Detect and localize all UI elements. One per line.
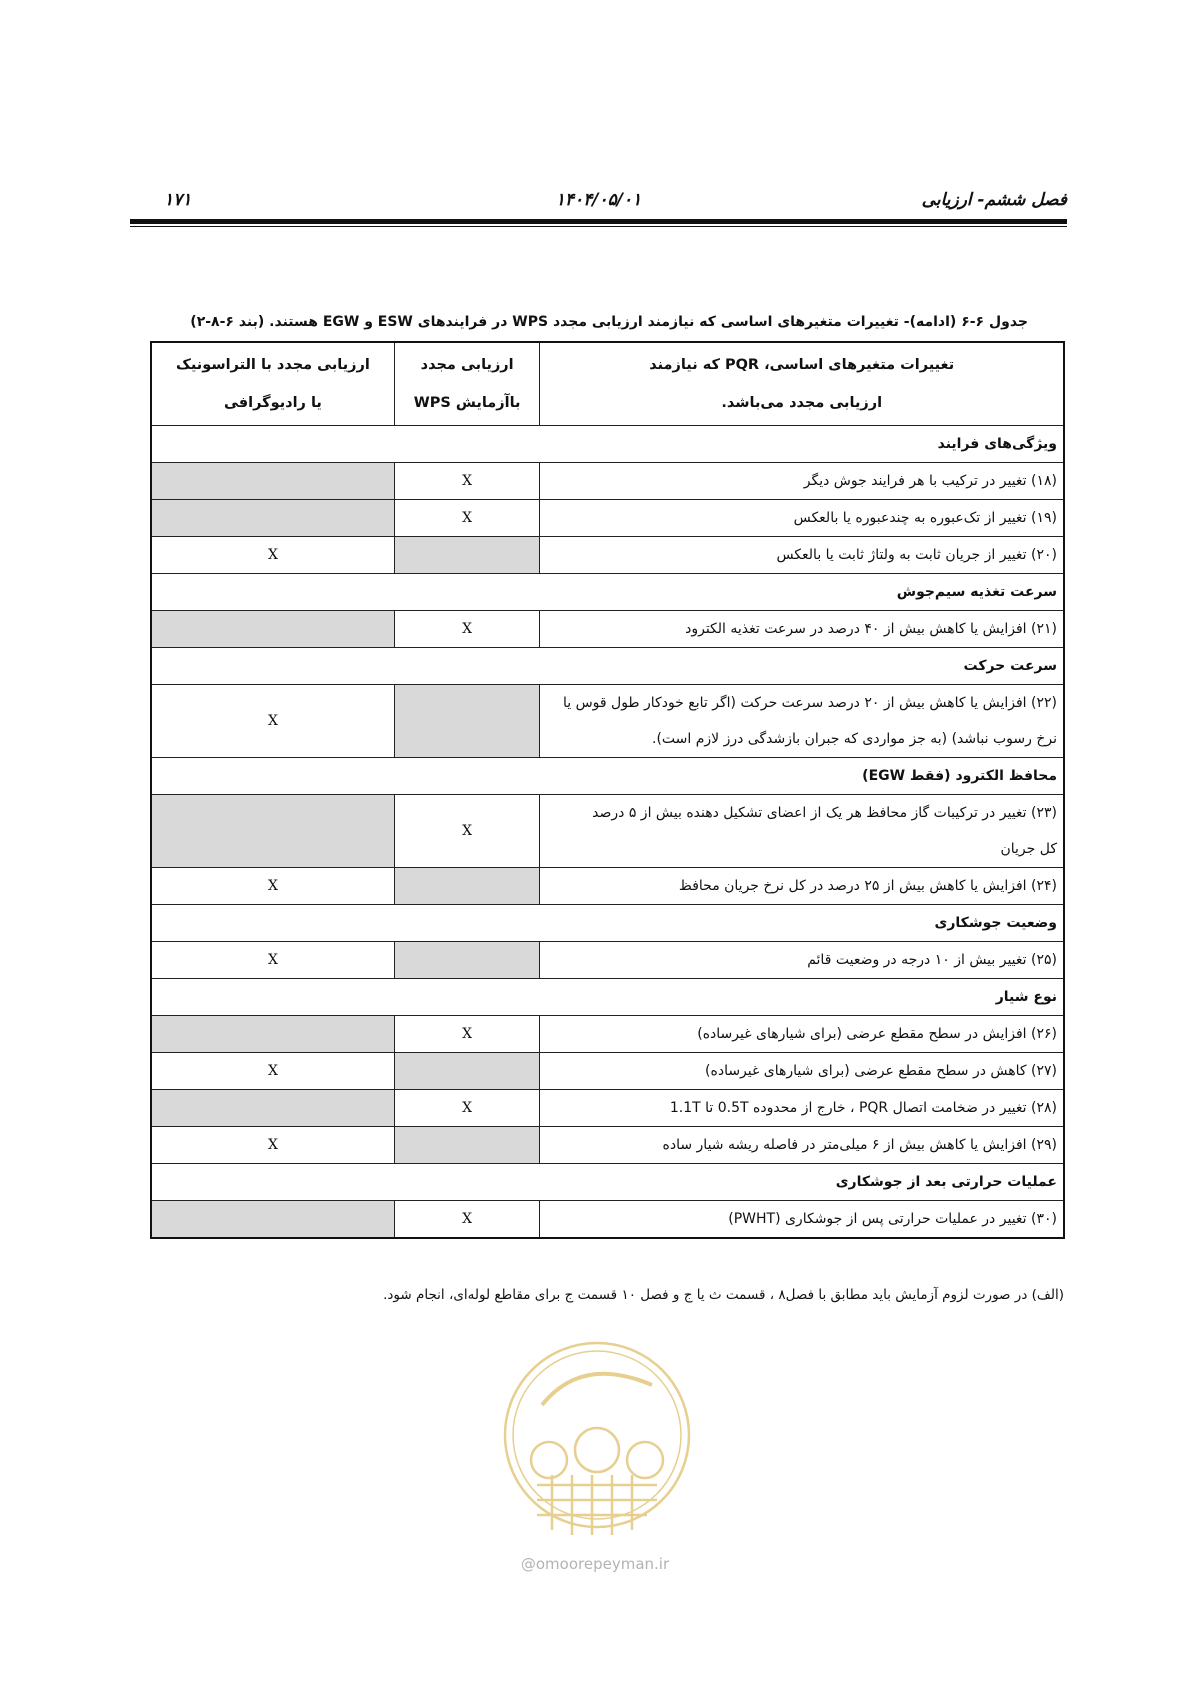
header-essential-variables: تغییرات متغیرهای اساسی، PQR که نیازمند ارزیابی مجدد می‌باشد. bbox=[540, 342, 1064, 426]
shaded-cell bbox=[394, 685, 540, 758]
header-wps-test: ارزیابی مجدد باآزمایش WPS bbox=[394, 342, 540, 426]
table-row bbox=[151, 685, 1064, 758]
row-description: (۱۸) تغییر در ترکیب با هر فرایند جوش دیگر bbox=[540, 463, 1064, 500]
section-title: وضعیت جوشکاری bbox=[151, 905, 1064, 942]
wps-mark: X bbox=[394, 500, 540, 537]
section-row bbox=[151, 648, 1064, 685]
table-row bbox=[151, 1053, 1064, 1090]
footnote: (الف) در صورت لزوم آزمایش باید مطابق با فصل۸ ، قسمت ث یا ج و فصل ۱۰ قسمت ج برای مقاطع لوله‌ای، انجام شود. bbox=[383, 1287, 1064, 1303]
shaded-cell bbox=[151, 1016, 394, 1053]
table-row bbox=[151, 500, 1064, 537]
section-row bbox=[151, 574, 1064, 611]
shaded-cell bbox=[394, 537, 540, 574]
ut-rt-mark: X bbox=[151, 868, 394, 905]
ut-rt-mark: X bbox=[151, 537, 394, 574]
wps-mark: X bbox=[394, 1090, 540, 1127]
page-number: ۱۷۱ bbox=[164, 190, 192, 210]
shaded-cell bbox=[151, 500, 394, 537]
wps-mark: X bbox=[394, 795, 540, 868]
table-row bbox=[151, 1127, 1064, 1164]
wps-mark: X bbox=[394, 1016, 540, 1053]
header-ut-rt: ارزیابی مجدد با التراسونیک یا رادیوگرافی bbox=[151, 342, 394, 426]
row-description: (۳۰) تغییر در عملیات حرارتی پس از جوشکاری (PWHT) bbox=[540, 1201, 1064, 1239]
wps-mark: X bbox=[394, 1201, 540, 1239]
table-header-row bbox=[151, 342, 1064, 426]
watermark-site: @omoorepeyman.ir bbox=[520, 1555, 670, 1573]
row-description: (۲۵) تغییر بیش از ۱۰ درجه در وضعیت قائم bbox=[540, 942, 1064, 979]
variables-table bbox=[150, 341, 1065, 1239]
shaded-cell bbox=[394, 1053, 540, 1090]
shaded-cell bbox=[151, 611, 394, 648]
table-row bbox=[151, 537, 1064, 574]
ut-rt-mark: X bbox=[151, 1127, 394, 1164]
row-description: (۱۹) تغییر از تک‌عبوره به چندعبوره یا بالعکس bbox=[540, 500, 1064, 537]
table-row bbox=[151, 463, 1064, 500]
section-title: محافظ الکترود (فقط EGW) bbox=[151, 758, 1064, 795]
table-row bbox=[151, 611, 1064, 648]
table-row bbox=[151, 868, 1064, 905]
section-title: سرعت تغذیه سیم‌جوش bbox=[151, 574, 1064, 611]
table-caption: جدول ۶-۶ (ادامه)- تغییرات متغیرهای اساسی که نیازمند ارزیابی مجدد WPS در فرایندهای ESW و EGW هستند. (بند ۶-۸-۲) bbox=[190, 314, 1028, 330]
table-row bbox=[151, 795, 1064, 868]
section-row bbox=[151, 1164, 1064, 1201]
row-description: (۲۲) افزایش یا کاهش بیش از ۲۰ درصد سرعت حرکت (اگر تابع خودکار طول قوس یا نرخ رسوب نباشد) (به جز مواردی که جبران بازشدگی درز لازم است). bbox=[540, 685, 1064, 758]
section-row bbox=[151, 905, 1064, 942]
section-row bbox=[151, 758, 1064, 795]
table-row bbox=[151, 1016, 1064, 1053]
section-title: سرعت حرکت bbox=[151, 648, 1064, 685]
section-title: نوع شیار bbox=[151, 979, 1064, 1016]
row-description: (۲۸) تغییر در ضخامت اتصال PQR ، خارج از محدوده 0.5T تا 1.1T bbox=[540, 1090, 1064, 1127]
section-title: ویژگی‌های فرایند bbox=[151, 426, 1064, 463]
section-row bbox=[151, 426, 1064, 463]
row-description: (۲۹) افزایش یا کاهش بیش از ۶ میلی‌متر در فاصله ریشه شیار ساده bbox=[540, 1127, 1064, 1164]
header-rule-thin bbox=[130, 226, 1067, 227]
row-description: (۲۶) افزایش در سطح مقطع عرضی (برای شیارهای غیرساده) bbox=[540, 1016, 1064, 1053]
ut-rt-mark: X bbox=[151, 1053, 394, 1090]
wps-mark: X bbox=[394, 611, 540, 648]
watermark-seal-icon bbox=[497, 1335, 697, 1565]
chapter-title: فصل ششم- ارزیابی bbox=[921, 190, 1067, 210]
wps-mark: X bbox=[394, 463, 540, 500]
shaded-cell bbox=[151, 463, 394, 500]
shaded-cell bbox=[151, 795, 394, 868]
header-date: ۱۴۰۴/۰۵/۰۱ bbox=[555, 190, 642, 210]
ut-rt-mark: X bbox=[151, 942, 394, 979]
row-description: (۲۰) تغییر از جریان ثابت به ولتاژ ثابت یا بالعکس bbox=[540, 537, 1064, 574]
page-header bbox=[130, 190, 1067, 222]
table-row bbox=[151, 942, 1064, 979]
shaded-cell bbox=[394, 942, 540, 979]
section-row bbox=[151, 979, 1064, 1016]
shaded-cell bbox=[151, 1090, 394, 1127]
row-description: (۲۱) افزایش یا کاهش بیش از ۴۰ درصد در سرعت تغذیه الکترود bbox=[540, 611, 1064, 648]
row-description: (۲۴) افزایش یا کاهش بیش از ۲۵ درصد در کل نرخ جریان محافظ bbox=[540, 868, 1064, 905]
shaded-cell bbox=[394, 1127, 540, 1164]
header-rule-thick bbox=[130, 219, 1067, 224]
ut-rt-mark: X bbox=[151, 685, 394, 758]
section-title: عملیات حرارتی بعد از جوشکاری bbox=[151, 1164, 1064, 1201]
table-row bbox=[151, 1201, 1064, 1239]
shaded-cell bbox=[151, 1201, 394, 1239]
row-description: (۲۳) تغییر در ترکیبات گاز محافظ هر یک از اعضای تشکیل دهنده بیش از ۵ درصد کل جریان bbox=[540, 795, 1064, 868]
table-row bbox=[151, 1090, 1064, 1127]
shaded-cell bbox=[394, 868, 540, 905]
row-description: (۲۷) کاهش در سطح مقطع عرضی (برای شیارهای غیرساده) bbox=[540, 1053, 1064, 1090]
